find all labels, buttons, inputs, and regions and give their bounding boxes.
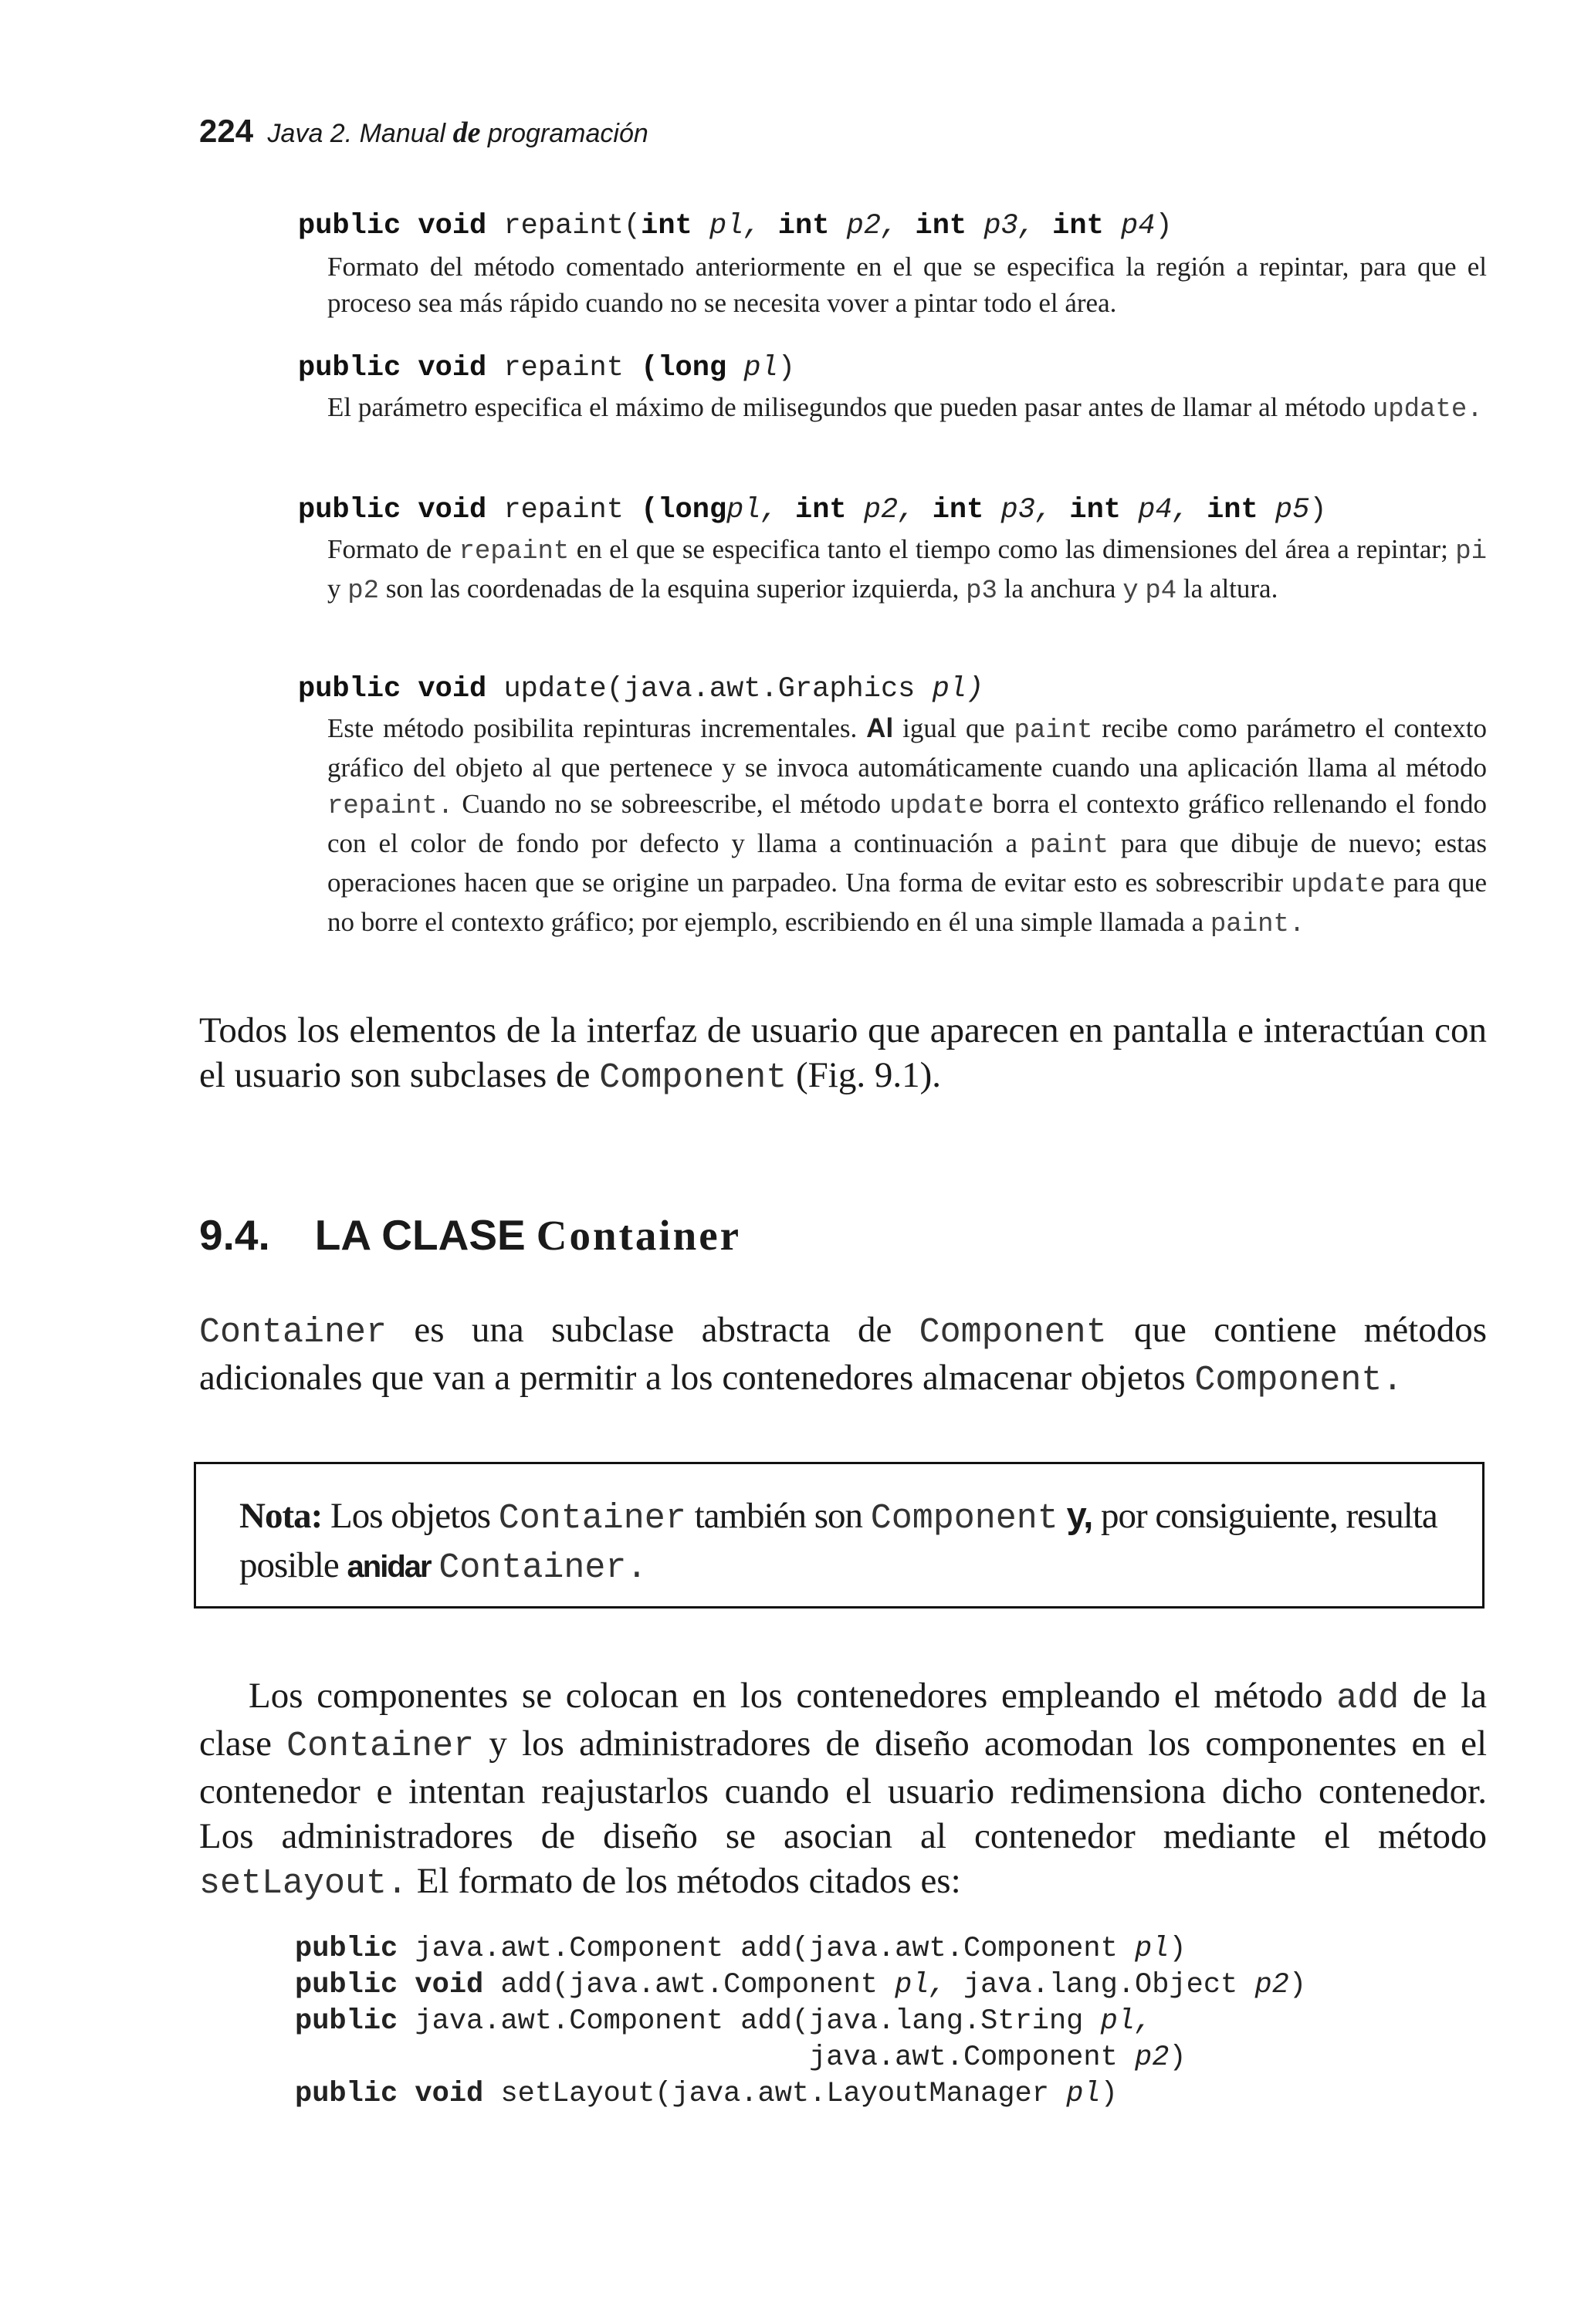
method-description-4: Este método posibilita repinturas incrementales. Al igual que paint recibe como parámetro el contexto gráfico del objeto al que pertenece y se invoca automáticamente cuando una aplicación llama al método repaint. Cuando no se sobreescribe, el método update borra el contexto gráfico rellenando el fondo con el color de fondo por defecto y llama a continuación a paint para que dibuje de nuevo; estas operaciones hacen que se origine un parpadeo. Una forma de evitar esto es sobrescribir update para que no borre el contexto gráfico; por ejemplo, escribiendo en él una simple llamada a paint.: [327, 713, 1488, 939]
method-description-1: Formato del método comentado anteriormente en el que se especifica la región a repintar, para que el proceso sea más rápido cuando no se necesita vover a pintar todo el área.: [327, 252, 1487, 318]
method-description-3: Formato de repaint en el que se especifica tanto el tiempo como las dimensiones del área a repintar; pi y p2 son las coordenadas de la esquina superior izquierda, p3 la anchura y p4 la altura.: [327, 534, 1488, 606]
method-signature-2: public void repaint (long pl): [298, 352, 796, 384]
method-signature-1: public void repaint(int pl, int p2, int p3, int p4): [298, 210, 1173, 242]
body-paragraph-2: Container es una subclase abstracta de Component que contiene métodos adicionales que van a permitir a los contenedores almacenar objetos Component.: [199, 1310, 1488, 1400]
page-number: 224: [199, 113, 254, 149]
code-line: public void setLayout(java.awt.LayoutManager pl): [295, 2078, 1118, 2110]
section-heading: [199, 1210, 741, 1260]
section-title: LA CLASE: [314, 1211, 526, 1259]
code-line: java.awt.Component p2): [295, 2042, 1187, 2074]
page-header: [199, 113, 648, 150]
code-line: public java.awt.Component add(java.awt.Component pl): [295, 1933, 1187, 1965]
method-description-2: El parámetro especifica el máximo de milisegundos que pueden pasar antes de llamar al método update.: [327, 392, 1483, 425]
code-line: public java.awt.Component add(java.lang.String pl,: [295, 2005, 1153, 2038]
body-paragraph-3: Los componentes se colocan en los contenedores empleando el método add de la clase Container y los administradores de diseño acomodan los componentes en el contenedor e intentan reajustarlos cuando el usuario redimensiona dicho contenedor. Los administradores de diseño se asocian al contenedor mediante el método setLayout. El formato de los métodos citados es:: [199, 1676, 1488, 1903]
method-signature-3: public void repaint (longpl, int p2, int p3, int p4, int p5): [298, 494, 1327, 526]
running-title: Java 2. Manual de programación: [267, 117, 648, 149]
method-signature-4: public void update(java.awt.Graphics pl): [298, 673, 984, 705]
code-line: public void add(java.awt.Component pl, java.lang.Object p2): [295, 1969, 1307, 2001]
code-block: [295, 1931, 1306, 2113]
section-number: 9.4.: [199, 1211, 270, 1259]
section-title-code: Container: [536, 1212, 742, 1259]
body-paragraph-1: Todos los elementos de la interfaz de usuario que aparecen en pantalla e interactúan con el usuario son subclases de Component (Fig. 9.1).: [199, 1010, 1487, 1098]
note-text: Nota: Los objetos Container también son Component y, por consiguiente, resulta posible anidar Container.: [239, 1494, 1437, 1588]
note-box: [194, 1462, 1485, 1609]
